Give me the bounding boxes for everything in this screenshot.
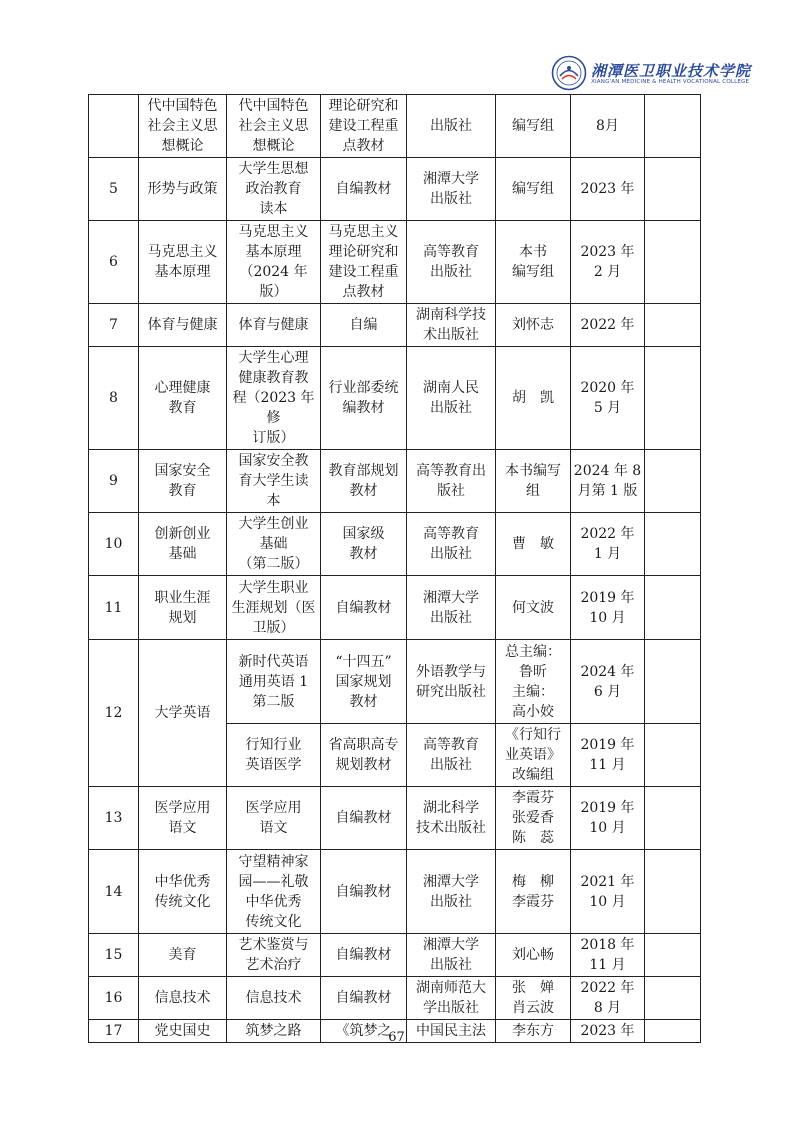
cell-no: 10 [89,513,139,576]
cell-line: 组 [526,483,540,499]
cell-line: 湖北科学 [423,800,479,816]
cell-line: 语文 [259,820,288,836]
cell-textbook [227,787,321,850]
cell-line: 张 婵 [512,980,554,996]
cell-note [645,787,701,850]
cell-line: 高小姣 [512,703,554,720]
cell-line: 张爱香 [512,810,554,826]
cell-publisher [407,513,496,576]
cell-line: 8月 [596,118,619,134]
cell-date [571,850,645,934]
cell-line: “十四五” [335,653,392,670]
cell-line: 国家规划 [335,673,392,690]
table-row [89,640,701,724]
cell-line: 读本 [259,201,288,217]
cell-line: 守望精神家 [238,853,309,870]
cell-line: 基础 [259,536,288,552]
cell-line: 学出版社 [423,1000,479,1016]
cell-type [321,576,407,640]
cell-line: 出版社 [430,757,472,773]
cell-line: 《行知行 [505,727,561,743]
cell-note [645,977,701,1020]
cell-no: 16 [89,977,139,1020]
cell-line: 大学生思想 [238,161,309,177]
cell-line: 健康教育教 [238,370,309,386]
cell-line: 出版社 [430,893,472,910]
cell-date [571,450,645,513]
cell-line: 出版社 [430,400,472,416]
cell-course [139,513,227,576]
cell-editor [496,934,571,977]
cell-note [645,95,701,158]
cell-line: 2024 年 [580,663,635,680]
cell-line: 刘心畅 [512,947,554,963]
cell-line: 2023 年 [580,181,635,197]
cell-line: 湖南师范大 [416,980,486,996]
table-row [89,450,701,513]
cell-note [645,576,701,640]
cell-course [139,934,227,977]
cell-date [571,934,645,977]
cell-line: 出版社 [430,609,472,626]
cell-editor [496,977,571,1020]
cell-publisher [407,787,496,850]
cell-line: 6 月 [593,683,622,700]
cell-line: 艺术治疗 [245,957,302,973]
cell-line: 教育部规划 [328,463,399,479]
cell-line: 高等教育出 [416,463,486,479]
cell-line: 自编 [349,317,378,333]
cell-no: 13 [89,787,139,850]
cell-line: 育大学生读 [238,473,309,489]
cell-line: 湘潭大学 [423,937,479,953]
cell-line: 创新创业 [154,526,211,542]
cell-course [139,158,227,221]
cell-line: 李霞芬 [512,790,554,806]
cell-no: 7 [89,304,139,347]
cell-line: 大学生职业 [238,579,309,596]
cell-note [645,347,701,450]
cell-line: 规划 [168,609,197,626]
cell-line: 体育与健康 [147,317,218,333]
cell-publisher [407,724,496,787]
cell-line: 2022 年 [580,317,635,333]
cell-line: 高等教育 [423,526,479,542]
cell-type [321,347,407,450]
cell-publisher [407,158,496,221]
cell-line: 建设工程重 [328,264,399,280]
cell-line: 点教材 [342,138,385,154]
cell-textbook [227,576,321,640]
cell-line: 社会主义思 [238,118,309,134]
cell-line: 版社 [437,483,465,499]
cell-textbook [227,977,321,1020]
cell-textbook [227,450,321,513]
table-row [89,787,701,850]
cell-textbook [227,347,321,450]
cell-course [139,304,227,347]
cell-textbook [227,850,321,934]
cell-line: 月第 1 版 [577,483,638,499]
cell-type [321,977,407,1020]
cell-course [139,95,227,158]
cell-line: 11 月 [589,757,626,773]
cell-line: 园——礼敬 [238,873,309,890]
cell-date [571,513,645,576]
cell-course [139,221,227,304]
cell-line: 湘潭大学 [423,589,479,606]
cell-course [139,450,227,513]
cell-line: 何文波 [512,599,554,616]
table-row [89,304,701,347]
cell-note [645,724,701,787]
cell-line: 英语医学 [245,757,302,773]
textbook-table [88,94,701,1043]
cell-type [321,640,407,724]
cell-editor [496,513,571,576]
cell-line: 想概论 [161,138,204,154]
cell-no: 17 [89,1020,139,1043]
cell-type [321,450,407,513]
cell-line: 2020 年 [580,380,635,396]
cell-note [645,304,701,347]
cell-line: 2023 年 [580,244,635,260]
cell-line: 大学生心理 [238,350,309,366]
cell-line: 医学应用 [245,800,302,816]
cell-no: 9 [89,450,139,513]
cell-note [645,158,701,221]
cell-publisher [407,221,496,304]
cell-line: 自编教材 [335,599,392,616]
cell-textbook [227,640,321,724]
cell-textbook [227,513,321,576]
cell-line: 10 月 [589,609,626,626]
cell-line: 马克思主义 [147,244,218,260]
cell-line: 教育 [168,483,197,499]
cell-line: 湖南科学技 [416,307,486,323]
cell-editor [496,221,571,304]
cell-line: 湘潭大学 [423,171,479,187]
cell-line: 自编教材 [335,181,392,197]
cell-course [139,640,227,787]
cell-line: 自编教材 [335,990,392,1006]
cell-line: 省高职高专 [328,737,399,753]
cell-line: 技术出版社 [416,820,486,836]
cell-line: 2019 年 [580,800,635,816]
cell-line: 术出版社 [423,327,479,343]
college-emblem-icon [551,55,587,91]
cell-no: 11 [89,576,139,640]
cell-editor [496,450,571,513]
cell-line: 湖南人民 [423,380,479,396]
cell-line: 出版社 [430,191,472,207]
cell-line: 李东方 [512,1023,554,1039]
cell-type [321,513,407,576]
cell-editor [496,640,571,724]
cell-editor [496,95,571,158]
cell-no: 14 [89,850,139,934]
cell-line: 10 月 [589,820,626,836]
cell-line: 曹 敏 [512,536,554,552]
cell-type [321,787,407,850]
cell-no: 15 [89,934,139,977]
cell-editor [496,158,571,221]
cell-line: 医学应用 [154,800,211,816]
cell-line: 业英语》 [505,747,561,763]
cell-note [645,450,701,513]
cell-type [321,934,407,977]
cell-line: 艺术鉴赏与 [238,937,309,953]
cell-line: 教材 [349,693,378,710]
cell-publisher [407,304,496,347]
cell-line: 2018 年 [580,937,635,953]
cell-line: 教材 [349,483,378,499]
cell-date [571,158,645,221]
cell-line: 肖云波 [512,1000,554,1016]
cell-no: 12 [89,640,139,787]
cell-line: 总主编： [505,643,561,660]
cell-textbook [227,158,321,221]
cell-line: 职业生涯 [154,589,211,606]
cell-line: 行知行业 [245,737,302,753]
cell-course [139,347,227,450]
cell-course [139,576,227,640]
cell-publisher [407,95,496,158]
cell-line: 2022 年 [580,980,635,996]
cell-line: 编写组 [512,118,554,134]
cell-line: 第二版 [252,693,295,710]
cell-line: 自编教材 [335,810,392,826]
cell-type [321,95,407,158]
cell-date [571,640,645,724]
cell-line: 刘怀志 [512,317,554,333]
cell-type [321,724,407,787]
cell-line: 8 月 [593,1000,622,1016]
table-row [89,850,701,934]
cell-date [571,304,645,347]
cell-line: 梅 柳 [512,873,554,890]
cell-line: 11 月 [589,957,626,973]
cell-line: 教育 [168,400,197,416]
cell-line: 2023 年 [580,1023,635,1039]
cell-line: 行业部委统 [328,380,399,396]
cell-course [139,850,227,934]
cell-publisher [407,576,496,640]
cell-line: 陈 蕊 [512,830,554,846]
cell-line: 基础 [168,546,197,562]
cell-line: 理论研究和 [328,244,399,260]
cell-line: 基本原理 [245,244,302,260]
school-name: 湘潭医卫职业技术学院 [591,62,752,80]
cell-line: 主编： [512,683,554,700]
cell-line: 信息技术 [245,990,302,1006]
cell-line: 2024 年 8 [573,463,642,479]
cell-line: 订版） [252,430,295,446]
table-row [89,576,701,640]
cell-line: 编教材 [342,400,385,416]
cell-line: 鲁昕 [519,663,547,680]
cell-line: 本 [266,493,281,509]
cell-line: 湘潭大学 [423,873,479,890]
cell-line: 通用英语 1 [238,673,309,690]
cell-line: 2022 年 [580,526,635,542]
cell-type [321,158,407,221]
cell-line: 中华优秀 [154,873,211,890]
header-logo [551,55,752,91]
cell-publisher [407,640,496,724]
cell-line: 建设工程重 [328,118,399,134]
cell-line: 改编组 [512,767,554,783]
cell-line: 美育 [168,947,197,963]
cell-line: 出版社 [430,264,472,280]
cell-line: 语文 [168,820,197,836]
cell-line: 大学英语 [154,705,211,721]
cell-line: 程（2023 年修 [232,390,315,426]
cell-date [571,576,645,640]
cell-line: 10 月 [589,893,626,910]
cell-textbook [227,724,321,787]
cell-type [321,850,407,934]
cell-no: 6 [89,221,139,304]
cell-line: 自编教材 [335,947,392,963]
cell-line: 2019 年 [580,589,635,606]
cell-line: 传统文化 [154,893,211,910]
cell-publisher [407,450,496,513]
cell-date [571,977,645,1020]
cell-editor [496,724,571,787]
cell-line: 高等教育 [423,244,479,260]
cell-line: （2024 年版） [239,264,308,300]
cell-line: （第二版） [238,556,309,572]
cell-line: 大学生创业 [238,516,309,532]
cell-line: 党史国史 [154,1023,211,1039]
table-row [89,347,701,450]
table-row [89,158,701,221]
cell-line: 传统文化 [245,913,302,930]
cell-line: 代中国特色 [147,98,218,114]
cell-line: 2019 年 [580,737,635,753]
cell-line: 李霞芬 [512,893,554,910]
cell-line: 马克思主义 [238,224,309,240]
cell-line: 自编教材 [335,883,392,900]
cell-line: 国家安全 [154,463,211,479]
page-number: 67 [388,1030,405,1045]
cell-line: 研究出版社 [416,683,486,700]
cell-note [645,221,701,304]
cell-no [89,95,139,158]
cell-line: 高等教育 [423,737,479,753]
cell-textbook [227,221,321,304]
cell-line: 政治教育 [245,181,302,197]
cell-note [645,850,701,934]
cell-line: 出版社 [430,546,472,562]
cell-date [571,95,645,158]
cell-line: 中国民主法 [416,1023,486,1039]
cell-line: 卫版） [252,619,295,636]
cell-no: 5 [89,158,139,221]
cell-line: 想概论 [252,138,295,154]
cell-line: 本书 [519,244,547,260]
cell-line: 外语教学与 [416,663,486,680]
table-row [89,977,701,1020]
cell-editor [496,304,571,347]
cell-line: 筑梦之路 [245,1023,302,1039]
table-row [89,221,701,304]
cell-publisher [407,347,496,450]
school-name-en: XIANG'AN MEDICINE & HEALTH VOCATIONAL COLLEGE [591,79,750,85]
cell-date [571,787,645,850]
table-row [89,513,701,576]
cell-editor [496,787,571,850]
cell-line: 出版社 [430,957,472,973]
cell-line: 《筑梦之 [335,1023,392,1039]
cell-line: 5 月 [593,400,622,416]
cell-line: 国家安全教 [238,453,309,469]
cell-line: 编写组 [512,264,554,280]
cell-line: 2021 年 [580,873,635,890]
cell-editor [496,576,571,640]
cell-course [139,977,227,1020]
cell-editor [496,850,571,934]
cell-textbook [227,934,321,977]
cell-line: 胡 凯 [512,390,554,406]
cell-type [321,221,407,304]
cell-line: 出版社 [430,118,472,134]
cell-line: 教材 [349,546,378,562]
cell-line: 编写组 [512,181,554,197]
cell-line: 信息技术 [154,990,211,1006]
cell-line: 中华优秀 [245,893,302,910]
cell-line: 社会主义思 [147,118,218,134]
cell-line: 理论研究和 [328,98,399,114]
cell-line: 马克思主义 [328,224,399,240]
cell-line: 1 月 [593,546,622,562]
table-row [89,934,701,977]
cell-course [139,787,227,850]
cell-date [571,221,645,304]
cell-line: 心理健康 [154,380,211,396]
cell-no: 8 [89,347,139,450]
cell-line: 代中国特色 [238,98,309,114]
cell-type [321,304,407,347]
cell-publisher [407,977,496,1020]
cell-line: 国家级 [342,526,385,542]
cell-date [571,724,645,787]
cell-line: 生涯规划（医 [231,599,316,616]
cell-line: 点教材 [342,284,385,300]
cell-note [645,513,701,576]
cell-line: 基本原理 [154,264,211,280]
cell-line: 本书编写 [505,463,561,479]
cell-line: 形势与政策 [147,181,218,197]
cell-note [645,640,701,724]
cell-line: 新时代英语 [238,653,309,670]
cell-date [571,347,645,450]
cell-textbook [227,95,321,158]
cell-editor [496,347,571,450]
cell-publisher [407,850,496,934]
cell-textbook [227,304,321,347]
cell-publisher [407,934,496,977]
cell-line: 规划教材 [335,757,392,773]
cell-note [645,934,701,977]
cell-line: 体育与健康 [238,317,309,333]
table-row [89,95,701,158]
cell-line: 2 月 [593,264,622,280]
